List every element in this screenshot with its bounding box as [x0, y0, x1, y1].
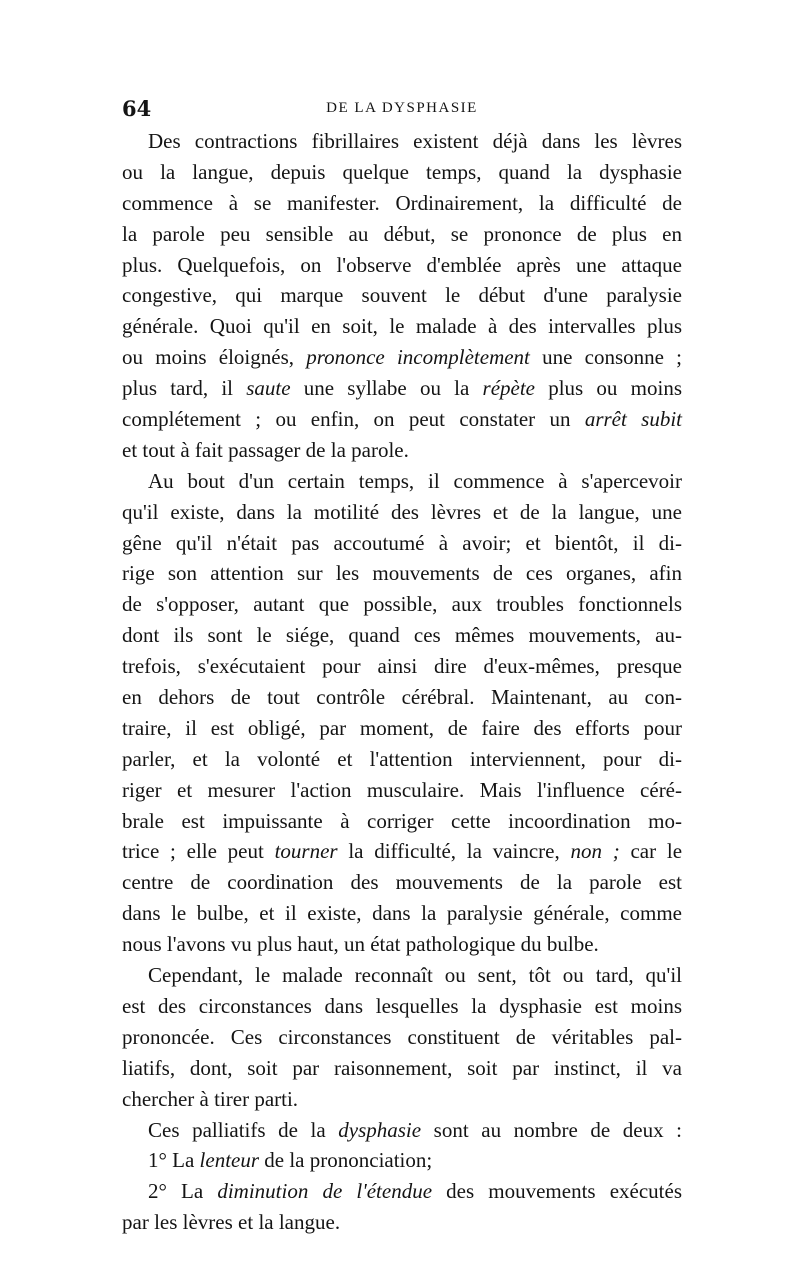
text-span: trice ; elle peut: [122, 839, 275, 864]
text-span: complétement ; ou enfin, on peut constater un: [122, 407, 585, 432]
text-line: rige son attention sur les mouvements de ces organes, afin: [122, 561, 682, 586]
italic-text: lenteur: [199, 1148, 260, 1173]
text-line: qu'il existe, dans la motilité des lèvres et de la langue, une: [122, 499, 682, 524]
text-line: Cependant, le malade reconnaît ou sent, tôt ou tard, qu'il: [148, 963, 682, 988]
body-text: [122, 126, 682, 1238]
text-line: nous l'avons vu plus haut, un état pathologique du bulbe.: [122, 932, 599, 957]
italic-text: tourner: [274, 839, 338, 864]
text-line: de s'opposer, autant que possible, aux troubles fonctionnels: [122, 592, 682, 617]
text-span: Ces palliatifs de la: [148, 1117, 339, 1142]
text-line: brale est impuissante à corriger cette incoordination mo-: [122, 808, 682, 833]
text-span: des mouvements exécutés: [432, 1179, 682, 1204]
text-line: trefois, s'exécutaient pour ainsi dire d'eux-mêmes, presque: [122, 654, 682, 679]
italic-text: répète: [482, 376, 536, 401]
text-line: Des contractions fibrillaires existent déjà dans les lèvres: [148, 129, 682, 153]
text-line: liatifs, dont, soit par raisonnement, soit par instinct, il va: [122, 1055, 682, 1080]
text-line: congestive, qui marque souvent le début d'une paralysie: [122, 283, 682, 308]
text-span: car le: [619, 839, 683, 864]
text-span: sont au nombre de deux :: [421, 1117, 682, 1142]
italic-text: prononce incomplètement: [306, 345, 530, 370]
text-line: ou la langue, depuis quelque temps, quand la dysphasie: [122, 159, 682, 184]
text-line: prononcée. Ces circonstances constituent de véritables pal-: [122, 1024, 682, 1049]
page-number: 64: [122, 96, 152, 121]
text-line: [122, 404, 682, 435]
text-line: générale. Quoi qu'il en soit, le malade à des intervalles plus: [122, 314, 682, 339]
italic-text: diminution de l'étendue: [217, 1179, 433, 1204]
italic-text: non ;: [570, 839, 620, 864]
text-line: chercher à tirer parti.: [122, 1086, 299, 1111]
text-span: ou moins éloignés,: [122, 345, 307, 370]
text-line: en dehors de tout contrôle cérébral. Maintenant, au con-: [122, 685, 682, 710]
text-span: la difficulté, la vaincre,: [337, 839, 571, 864]
running-title: DE LA DYSPHASIE: [326, 100, 478, 116]
italic-text: arrêt subit: [584, 407, 683, 432]
text-line: [122, 1176, 682, 1207]
text-line: la parole peu sensible au début, se prononce de plus en: [122, 221, 682, 246]
text-line: centre de coordination des mouvements de la parole est: [122, 870, 682, 895]
text-line: commence à se manifester. Ordinairement, la difficulté de: [122, 190, 682, 215]
text-span: une consonne ;: [529, 345, 682, 370]
text-line: [122, 1145, 682, 1176]
text-line: et tout à fait passager de la parole.: [122, 437, 409, 462]
page-header: [122, 96, 682, 124]
text-line: parler, et la volonté et l'attention interviennent, pour di-: [122, 746, 682, 771]
text-line: dans le bulbe, et il existe, dans la paralysie générale, comme: [122, 901, 682, 926]
italic-text: dysphasie: [338, 1117, 422, 1142]
text-line: gêne qu'il n'était pas accoutumé à avoir; et bientôt, il di-: [122, 530, 682, 555]
text-span: de la prononciation;: [259, 1148, 433, 1173]
text-span: 1° La: [148, 1148, 200, 1173]
text-span: plus ou moins: [535, 376, 682, 401]
text-line: [122, 342, 682, 373]
text-line: [122, 373, 682, 404]
text-line: riger et mesurer l'action musculaire. Mais l'influence céré-: [122, 777, 682, 802]
text-line: est des circonstances dans lesquelles la dysphasie est moins: [122, 993, 682, 1018]
text-span: plus tard, il: [122, 376, 247, 401]
text-line: par les lèvres et la langue.: [122, 1210, 341, 1235]
text-line: [122, 1115, 682, 1146]
text-line: plus. Quelquefois, on l'observe d'emblée après une attaque: [122, 252, 682, 277]
text-line: dont ils sont le siége, quand ces mêmes mouvements, au-: [122, 623, 682, 648]
text-span: 2° La: [148, 1179, 218, 1204]
italic-text: saute: [246, 376, 291, 401]
text-span: une syllabe ou la: [290, 376, 483, 401]
text-line: Au bout d'un certain temps, il commence à s'apercevoir: [148, 468, 682, 493]
text-line: [122, 836, 682, 867]
text-line: traire, il est obligé, par moment, de faire des efforts pour: [122, 715, 682, 740]
